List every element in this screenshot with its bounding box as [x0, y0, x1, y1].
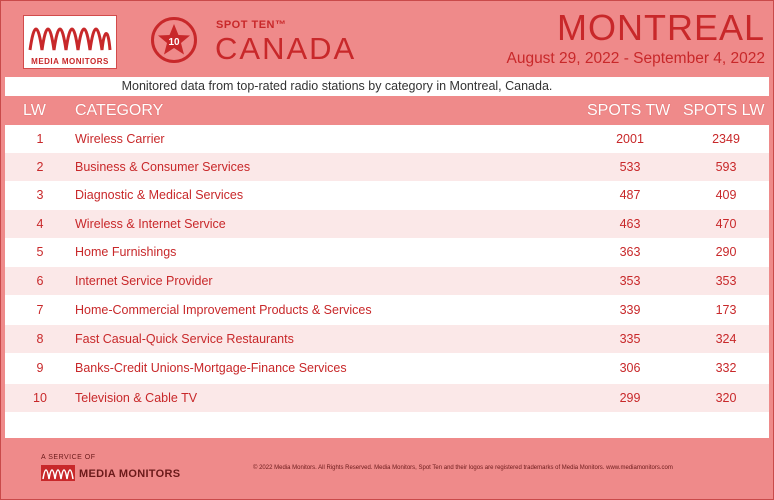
table-row	[5, 153, 769, 181]
cell-lw: 9	[36, 361, 44, 375]
cell-spots-lw: 593	[715, 160, 737, 174]
cell-lw: 4	[36, 217, 44, 231]
footer-logo	[41, 465, 205, 483]
cell-spots-tw: 306	[619, 361, 641, 375]
spot-ten-badge	[151, 17, 197, 63]
cell-lw: 10	[33, 391, 47, 405]
service-of-label: A SERVICE OF	[41, 454, 96, 461]
cell-spots-lw: 332	[715, 361, 737, 375]
waveform-icon	[28, 20, 112, 54]
cell-lw: 8	[36, 332, 44, 346]
cell-category: Television & Cable TV	[75, 391, 198, 405]
cell-category: Business & Consumer Services	[75, 160, 251, 174]
cell-lw: 3	[36, 188, 44, 202]
star-icon	[156, 22, 192, 58]
cell-spots-tw: 487	[619, 188, 641, 202]
badge-number: 10	[168, 37, 180, 48]
cell-spots-tw: 2001	[616, 132, 644, 146]
city-title: MONTREAL	[556, 7, 765, 48]
column-header-spots-tw: SPOTS TW	[587, 102, 671, 119]
footer	[1, 438, 773, 499]
logo-text: MEDIA MONITORS	[31, 57, 109, 66]
cell-lw: 2	[36, 160, 44, 174]
cell-category: Diagnostic & Medical Services	[75, 188, 244, 202]
cell-category: Internet Service Provider	[75, 274, 213, 288]
table-row	[5, 267, 769, 295]
subtitle-bar	[5, 77, 769, 96]
cell-spots-tw: 339	[619, 303, 641, 317]
column-header-spots-lw: SPOTS LW	[683, 102, 765, 119]
category-table	[5, 125, 769, 438]
cell-category: Fast Casual-Quick Service Restaurants	[75, 332, 294, 346]
table-row	[5, 238, 769, 266]
cell-spots-tw: 353	[619, 274, 641, 288]
column-header-lw: LW	[23, 102, 46, 119]
cell-spots-lw: 324	[715, 332, 737, 346]
country-title: CANADA	[215, 31, 357, 66]
cell-spots-tw: 363	[619, 245, 641, 259]
cell-lw: 1	[36, 132, 44, 146]
cell-spots-lw: 470	[715, 217, 737, 231]
cell-spots-tw: 335	[619, 332, 641, 346]
program-name: SPOT TEN™	[216, 19, 287, 31]
cell-spots-lw: 173	[715, 303, 737, 317]
table-row	[5, 181, 769, 209]
table-row	[5, 296, 769, 324]
column-header-row	[5, 97, 769, 124]
cell-spots-lw: 320	[715, 391, 737, 405]
copyright-text: © 2022 Media Monitors. All Rights Reserved. Media Monitors, Spot Ten and their logos are registered trademarks of Media Monitors. www.mediamonitors.com	[253, 465, 673, 471]
cell-lw: 7	[36, 303, 44, 317]
cell-category: Wireless & Internet Service	[75, 217, 226, 231]
table-row	[5, 210, 769, 238]
media-monitors-logo	[23, 15, 117, 69]
subtitle-text: Monitored data from top-rated radio stations by category in Montreal, Canada.	[121, 79, 553, 93]
cell-spots-tw: 299	[619, 391, 641, 405]
cell-category: Home Furnishings	[75, 245, 177, 259]
cell-spots-lw: 353	[715, 274, 737, 288]
table-row	[5, 125, 769, 153]
cell-category: Banks-Credit Unions-Mortgage-Finance Services	[75, 361, 347, 375]
cell-spots-lw: 409	[715, 188, 737, 202]
cell-category: Wireless Carrier	[75, 132, 165, 146]
cell-spots-tw: 533	[619, 160, 641, 174]
cell-category: Home-Commercial Improvement Products & Services	[75, 303, 372, 317]
date-range: August 29, 2022 - September 4, 2022	[506, 50, 765, 67]
cell-spots-lw: 290	[715, 245, 737, 259]
table-row	[5, 384, 769, 412]
header	[1, 1, 773, 79]
cell-lw: 5	[36, 245, 44, 259]
footer-logo-text: MEDIA MONITORS	[79, 468, 181, 480]
cell-lw: 6	[36, 274, 44, 288]
table-row	[5, 325, 769, 353]
cell-spots-lw: 2349	[712, 132, 740, 146]
cell-spots-tw: 463	[619, 217, 641, 231]
table-row	[5, 354, 769, 382]
footer-waveform-icon	[41, 465, 75, 481]
column-header-category: CATEGORY	[75, 102, 164, 119]
